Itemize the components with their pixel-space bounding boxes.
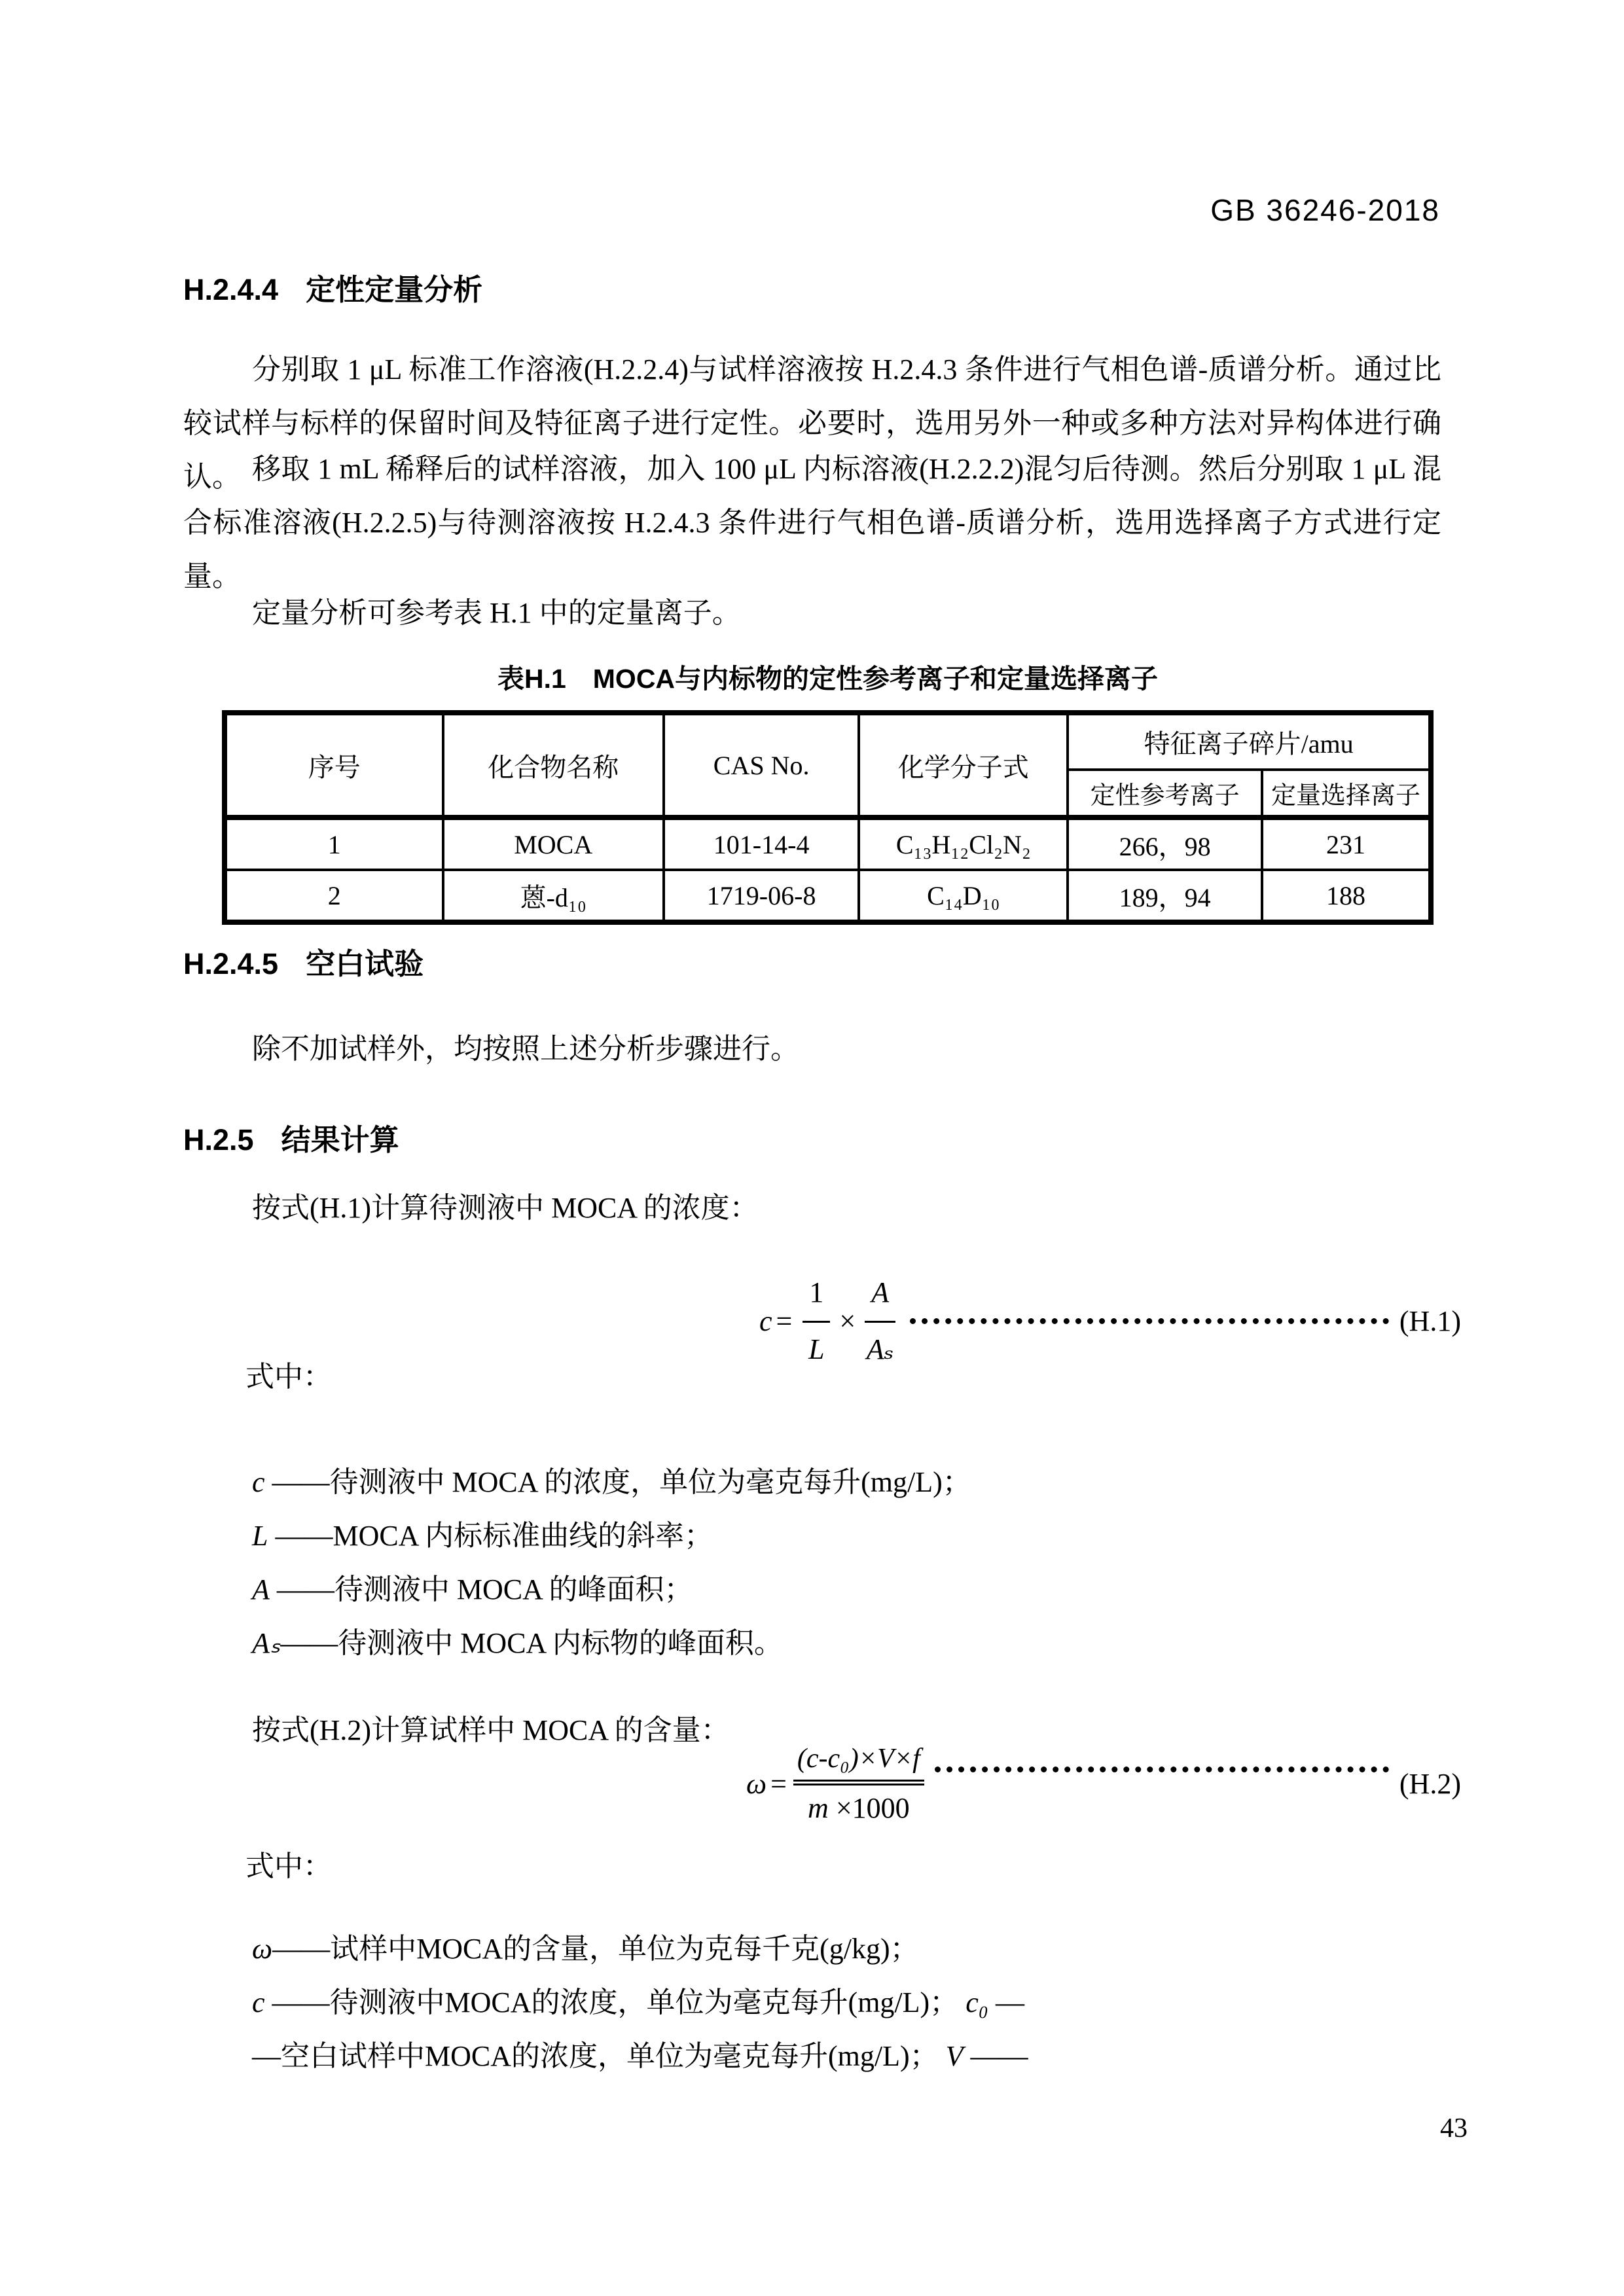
where-label: 式中： <box>245 1361 332 1393</box>
definition-line <box>252 1509 971 1563</box>
variable-symbol: c <box>252 1466 265 1498</box>
denominator: Aₛ <box>866 1333 894 1365</box>
numerator: 1 <box>803 1276 830 1323</box>
cell-no: 2 <box>225 870 443 922</box>
cell-formula: C₁₄D₁₀ <box>859 870 1068 922</box>
paragraph-table-ref: 定量分析可参考表 H.1 中的定量离子。 <box>252 597 741 629</box>
cell-compound: 蒽-d₁₀ <box>443 870 664 922</box>
table-caption: 表H.1 MOCA与内标物的定性参考离子和定量选择离子 <box>497 664 1159 694</box>
paragraph-quantitative: 移取 1 mL 稀释后的试样溶液，加入 100 μL 内标溶液(H.2.2.2)混匀后待测。然后分别取 1 μL 混合标准溶液(H.2.2.5)与待测溶液按 H.2.4.3 条件进行气相色谱-质谱分析，选用选择离子方式进行定量。 <box>183 453 1441 592</box>
cell-cas: 1719-06-8 <box>664 870 859 922</box>
denominator <box>808 1785 910 1825</box>
definition-text: ——待测液中 MOCA 的峰面积； <box>269 1573 693 1605</box>
variable-symbol: Aₛ <box>252 1627 281 1659</box>
paragraph-calc-h1-intro: 按式(H.1)计算待测液中 MOCA 的浓度： <box>252 1192 759 1224</box>
variable-symbol: V <box>945 2040 964 2072</box>
definition-line <box>252 1922 1028 1976</box>
definition-line <box>252 1617 971 1670</box>
section-heading-h244 <box>183 270 482 310</box>
cell-quant-ion: 188 <box>1262 870 1431 922</box>
variable-symbol: L <box>252 1520 268 1552</box>
fraction-h2 <box>793 1743 924 1825</box>
formula-h2 <box>183 1741 1461 1826</box>
dotted-leader <box>935 1767 1389 1772</box>
paragraph-calc-h2-intro: 按式(H.2)计算试样中 MOCA 的含量： <box>252 1714 730 1746</box>
definition-line <box>252 1563 971 1617</box>
definition-text: ——MOCA 内标标准曲线的斜率； <box>268 1520 713 1552</box>
paragraph-blank-test: 除不加试样外，均按照上述分析步骤进行。 <box>252 1033 799 1065</box>
table-header-row-1 <box>225 713 1431 770</box>
fraction-bar <box>793 1780 924 1785</box>
table-row <box>225 817 1431 870</box>
table-row <box>225 870 1431 922</box>
variable-symbol: c₀ <box>965 1986 989 2018</box>
cell-no: 1 <box>225 817 443 870</box>
header-compound: 化合物名称 <box>443 713 664 817</box>
definition-text: ——待测液中MOCA的浓度，单位为毫克每升(mg/L)； <box>264 1986 966 2018</box>
section-heading-h245 <box>183 944 424 984</box>
standard-number: GB 36246-2018 <box>1210 193 1440 227</box>
numerator: (c-c₀)×V×f <box>797 1743 920 1774</box>
where-label: 式中： <box>245 1850 332 1882</box>
equals-sign: = <box>776 1304 793 1337</box>
fraction-1-over-L <box>803 1276 830 1366</box>
header-quant-ion: 定量选择离子 <box>1262 770 1431 817</box>
definition-line <box>252 1976 1028 2030</box>
header-qual-ion: 定性参考离子 <box>1068 770 1262 817</box>
cell-compound: MOCA <box>443 817 664 870</box>
section-heading-h25 <box>183 1121 399 1160</box>
definition-text: ——试样中MOCA的含量，单位为克每千克(g/kg)； <box>272 1933 919 1965</box>
page-number: 43 <box>1440 2113 1468 2144</box>
definition-line <box>252 1456 971 1509</box>
header-cas: CAS No. <box>664 713 859 817</box>
cell-quant-ion: 231 <box>1262 817 1431 870</box>
cell-qual-ion: 266，98 <box>1068 817 1262 870</box>
formula-h2-label: (H.2) <box>1399 1767 1461 1800</box>
header-no: 序号 <box>225 713 443 817</box>
denominator-rest: ×1000 <box>828 1791 910 1824</box>
equals-sign: = <box>770 1767 787 1800</box>
fraction-A-over-As <box>865 1276 895 1366</box>
definition-text: —空白试样中MOCA的浓度，单位为毫克每升(mg/L)； <box>252 2040 946 2072</box>
definitions-h2 <box>252 1922 1028 2083</box>
cell-cas: 101-14-4 <box>664 817 859 870</box>
header-ion-group: 特征离子碎片/amu <box>1068 713 1431 770</box>
variable-symbol: ω <box>252 1933 273 1965</box>
paragraph-qualitative: 分别取 1 μL 标准工作溶液(H.2.2.4)与试样溶液按 H.2.4.3 条件进行气相色谱-质谱分析。通过比较试样与标样的保留时间及特征离子进行定性。必要时，选用另外一种或多种方法对异构体进行确认。 <box>183 353 1441 493</box>
dotted-leader <box>910 1318 1389 1324</box>
denominator: L <box>808 1333 825 1365</box>
variable-symbol: m <box>808 1791 829 1824</box>
formula-h1-label: (H.1) <box>1399 1304 1461 1337</box>
section-title: 定性定量分析 <box>306 273 483 306</box>
definition-text: —— <box>963 2040 1028 2072</box>
section-number: H.2.5 <box>183 1123 254 1157</box>
formula-h2-lhs: ω <box>746 1767 767 1800</box>
definitions-h1 <box>252 1456 971 1670</box>
cell-qual-ion: 189，94 <box>1068 870 1262 922</box>
definition-text: ——待测液中 MOCA 的浓度，单位为毫克每升(mg/L)； <box>264 1466 971 1498</box>
section-number: H.2.4.5 <box>183 947 279 980</box>
section-number: H.2.4.4 <box>183 273 279 306</box>
definition-line <box>252 2030 1028 2083</box>
numerator: A <box>865 1276 895 1323</box>
cell-formula: C₁₃H₁₂Cl₂N₂ <box>859 817 1068 870</box>
times-sign: × <box>839 1304 856 1337</box>
variable-symbol: A <box>252 1573 270 1605</box>
formula-h1 <box>183 1268 1461 1373</box>
definition-text: ——待测液中 MOCA 内标物的峰面积。 <box>280 1627 783 1659</box>
section-title: 空白试验 <box>306 947 424 980</box>
header-formula: 化学分子式 <box>859 713 1068 817</box>
definition-text: — <box>988 1986 1025 2018</box>
formula-h1-lhs: c <box>759 1304 772 1337</box>
ion-table <box>222 710 1434 925</box>
variable-symbol: c <box>252 1986 265 2018</box>
section-title: 结果计算 <box>281 1123 399 1157</box>
